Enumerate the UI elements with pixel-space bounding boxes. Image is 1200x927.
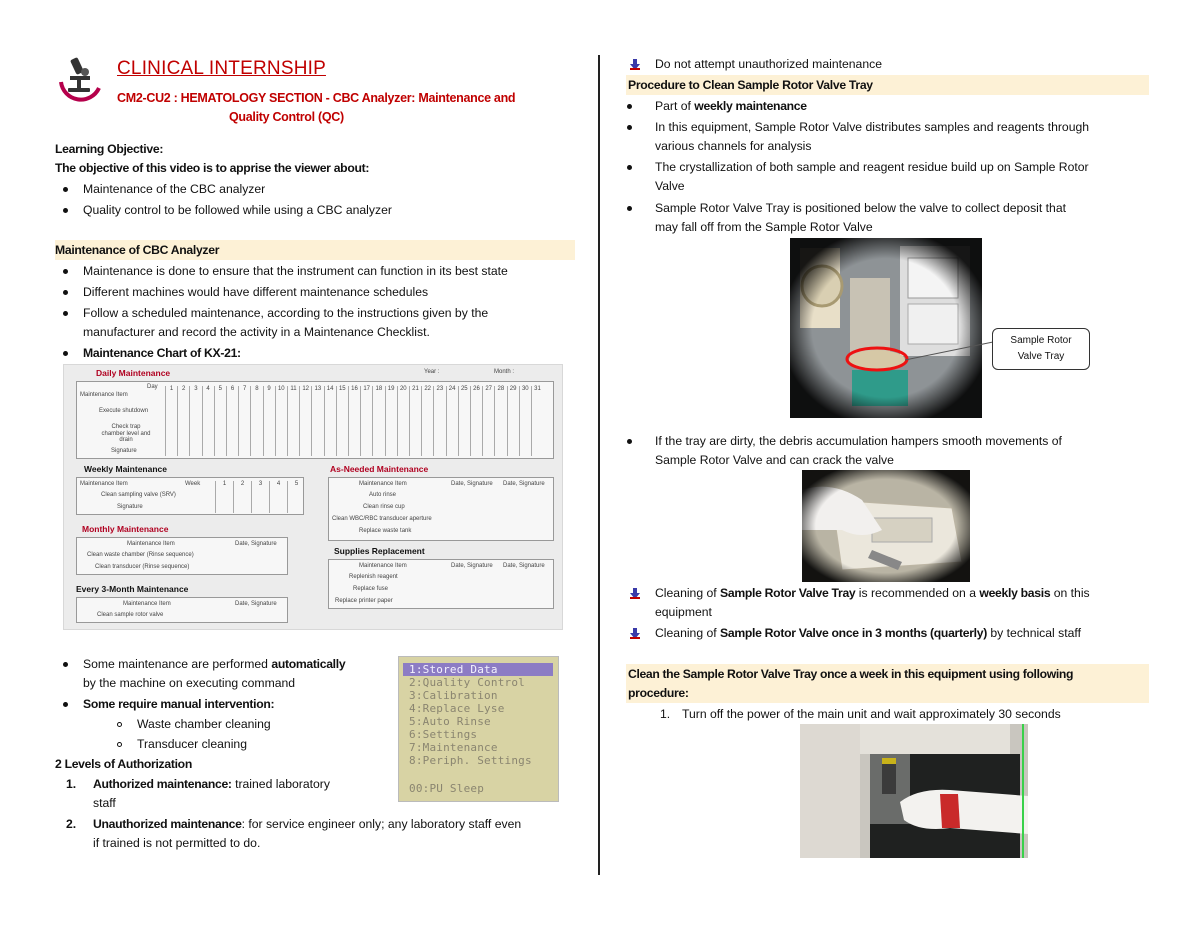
lcd-menu-item-6: 6:Settings [409,728,478,741]
chart-daily-row-3: Signature [111,448,137,454]
chart-day-25: 25 [458,386,470,456]
chart-maint-item-label: Maintenance Item [80,392,128,398]
step-1: Turn off the power of the main unit and wait approximately 30 seconds [682,707,1061,721]
chart-supplies-date-sig-2: Date, Signature [503,563,545,569]
tray-photo [802,470,970,582]
chart-week-4: 4 [269,481,287,513]
manual-subitem-2: Transducer cleaning [137,737,247,751]
chart-supplies-title: Supplies Replacement [334,546,425,556]
levels-heading: 2 Levels of Authorization [55,757,192,771]
lcd-menu-item-4: 4:Replace Lyse [409,702,505,715]
chart-supplies-row-3: Replace printer paper [335,598,393,604]
manual-subitem-1: Waste chamber cleaning [137,717,271,731]
chart-supplies-item-label: Maintenance Item [359,563,407,569]
proc-item-5a: If the tray are dirty, the debris accumulation hampers smooth movements of [655,434,1062,448]
chart-3month-row-1: Clean sample rotor valve [97,612,164,618]
chart-asneeded-title: As-Needed Maintenance [330,464,429,474]
chart-day-3: 3 [189,386,201,456]
chart-day-31: 31 [531,386,543,456]
chart-monthly-row-2: Clean transducer (Rinse sequence) [95,564,190,570]
chart-monthly-row-1: Clean waste chamber (Rinse sequence) [87,552,194,558]
proc-item-4a: Sample Rotor Valve Tray is positioned below the valve to collect deposit that [655,201,1066,215]
level2-bold: Unauthorized maintenance [93,817,242,831]
lcd-menu-image [398,656,559,802]
arrow-bullet-icon [630,588,640,599]
chart-daily-title: Daily Maintenance [96,368,171,378]
chart-day-10: 10 [275,386,287,456]
chart-day-14: 14 [324,386,336,456]
auto-item-text-a: Some maintenance are performed [83,657,272,671]
maintenance-heading: Maintenance of CBC Analyzer [55,243,220,257]
chart-day-23: 23 [433,386,445,456]
auto-item-line2: by the machine on executing command [83,676,296,690]
lcd-menu-item-9: 00:PU Sleep [409,782,485,795]
chart-day-6: 6 [226,386,238,456]
page-title: CLINICAL INTERNSHIP [117,58,326,79]
column-divider [598,55,600,875]
microscope-logo [55,52,105,102]
chart-week-3: 3 [251,481,269,513]
cleaning-2c: by technical staff [987,626,1081,640]
objective-intro: The objective of this video is to apprise the viewer about: [55,161,370,175]
procedure-heading: Procedure to Clean Sample Rotor Valve Tray [628,78,873,92]
chart-day-7: 7 [238,386,250,456]
chart-month: Month : [494,369,515,375]
chart-day-5: 5 [214,386,226,456]
level2-line1 [93,815,521,835]
cleaning-1e: on this [1050,586,1090,600]
level1-line1 [93,775,330,795]
chart-week-1: 1 [215,481,233,513]
maint-item-2: Different machines would have different maintenance schedules [83,285,429,299]
cleaning-item-1-line1 [655,584,1090,604]
level2-number: 2. [66,817,77,831]
chart-day-4: 4 [202,386,214,456]
lcd-menu-item-2: 2:Quality Control [409,676,525,689]
maint-item-4: Maintenance Chart of KX-21: [83,346,241,360]
chart-supplies-table [328,559,554,609]
chart-weekly-table [76,477,304,515]
maint-item-3a: Follow a scheduled maintenance, according to the instructions given by the [83,306,489,320]
lcd-menu-item-7: 7:Maintenance [409,741,498,754]
callout-box [992,328,1090,370]
cleaning-item-2 [655,624,1081,644]
chart-day-8: 8 [250,386,262,456]
cleaning-1c: is recommended on a [855,586,980,600]
chart-day-12: 12 [299,386,311,456]
proc-item-4b: may fall off from the Sample Rotor Valve [655,220,873,234]
chart-day-29: 29 [507,386,519,456]
chart-daily-row-2: Check trap chamber level and drain [101,424,151,444]
rotor-valve-photo [790,238,982,418]
objective-heading: Learning Objective: [55,142,164,156]
chart-weekly-row-1: Clean sampling valve (SRV) [101,492,176,498]
chart-day-18: 18 [372,386,384,456]
arrow-bullet-icon [630,628,640,639]
chart-day-11: 11 [287,386,299,456]
chart-day-16: 16 [348,386,360,456]
chart-3month-table [76,597,288,623]
proc-item-2a: In this equipment, Sample Rotor Valve distributes samples and reagents through [655,120,1090,134]
maintenance-chart-image [63,364,563,630]
objective-item-2: Quality control to be followed while using a CBC analyzer [83,203,392,217]
callout-line1: Sample Rotor [1010,335,1072,346]
step-1-number: 1. [660,707,671,721]
proc-item-1a: Part of [655,99,695,113]
chart-day-1: 1 [165,386,177,456]
auto-item-text-b: automatically [271,657,346,671]
level1-rest: trained laboratory [231,777,330,791]
clean-heading-line2: procedure: [628,686,689,700]
chart-supplies-row-2: Replace fuse [353,586,389,592]
level1-line2: staff [93,796,116,810]
callout-line [905,336,995,366]
chart-day-30: 30 [519,386,531,456]
chart-weekly-title: Weekly Maintenance [84,464,167,474]
clean-heading-line1: Clean the Sample Rotor Valve Tray once a week in this equipment using following [628,667,1074,681]
chart-day-24: 24 [446,386,458,456]
manual-item: Some require manual intervention: [83,697,275,711]
maint-item-3b: manufacturer and record the activity in a Maintenance Checklist. [83,325,430,339]
chart-day-19: 19 [385,386,397,456]
chart-asneeded-row-3: Clean WBC/RBC transducer aperture [332,516,432,522]
chart-asneeded-item-label: Maintenance Item [359,481,407,487]
power-off-photo [800,724,1028,858]
lcd-menu-item-8: 8:Periph. Settings [409,754,532,767]
chart-monthly-item-label: Maintenance Item [127,541,175,547]
chart-day-20: 20 [397,386,409,456]
chart-day-17: 17 [360,386,372,456]
lcd-menu-item-5: 5:Auto Rinse [409,715,491,728]
level1-number: 1. [66,777,77,791]
chart-day-26: 26 [470,386,482,456]
lcd-menu-item-1: 1:Stored Data [403,663,553,676]
chart-daily-table [76,381,554,459]
chart-asneeded-table [328,477,554,541]
proc-item-3b: Valve [655,179,685,193]
page-subtitle-line1: CM2-CU2 : HEMATOLOGY SECTION - CBC Analyzer: Maintenance and [117,91,516,105]
proc-item-1b: weekly maintenance [694,99,807,113]
auto-item-line1 [83,655,345,675]
callout-line2: Valve Tray [1017,351,1065,362]
chart-supplies-date-sig-1: Date, Signature [451,563,493,569]
right-top-item: Do not attempt unauthorized maintenance [655,57,882,71]
chart-year: Year : [424,369,440,375]
chart-asneeded-row-4: Replace waste tank [359,528,412,534]
level2-line2: if trained is not permitted to do. [93,836,261,850]
proc-item-2b: various channels for analysis [655,139,812,153]
chart-day-27: 27 [482,386,494,456]
chart-day-21: 21 [409,386,421,456]
chart-weekly-row-2: Signature [117,504,143,510]
chart-day-28: 28 [494,386,506,456]
chart-weekly-item-label: Maintenance Item [80,481,128,487]
proc-item-5b: Sample Rotor Valve and can crack the valve [655,453,894,467]
chart-supplies-row-1: Replenish reagent [349,574,398,580]
chart-daily-row-1: Execute shutdown [99,408,149,414]
chart-week-5: 5 [287,481,305,513]
chart-day-9: 9 [263,386,275,456]
proc-item-1 [655,97,807,117]
chart-monthly-date-sig: Date, Signature [235,541,277,547]
chart-asneeded-date-sig-1: Date, Signature [451,481,493,487]
cleaning-2a: Cleaning of [655,626,721,640]
chart-monthly-table [76,537,288,575]
cleaning-item-1-line2: equipment [655,605,712,619]
cleaning-2b: Sample Rotor Valve once in 3 months (quarterly) [720,626,988,640]
maint-item-1: Maintenance is done to ensure that the instrument can function in its best state [83,264,508,278]
chart-asneeded-row-2: Clean rinse cup [363,504,405,510]
cleaning-1d: weekly basis [979,586,1051,600]
chart-3month-title: Every 3-Month Maintenance [76,584,189,594]
chart-3month-item-label: Maintenance Item [123,601,171,607]
arrow-bullet-icon [630,59,640,70]
proc-item-3a: The crystallization of both sample and reagent residue build up on Sample Rotor [655,160,1089,174]
lcd-menu-item-3: 3:Calibration [409,689,498,702]
chart-week-label: Week [185,481,201,487]
chart-day-15: 15 [336,386,348,456]
cleaning-1a: Cleaning of [655,586,721,600]
chart-asneeded-date-sig-2: Date, Signature [503,481,545,487]
cleaning-1b: Sample Rotor Valve Tray [720,586,856,600]
level1-bold: Authorized maintenance: [93,777,232,791]
chart-day-22: 22 [421,386,433,456]
chart-day-13: 13 [311,386,323,456]
objective-item-1: Maintenance of the CBC analyzer [83,182,266,196]
page-subtitle-line2: Quality Control (QC) [229,110,344,124]
chart-3month-date-sig: Date, Signature [235,601,277,607]
level2-rest: : for service engineer only; any laboratory staff even [241,817,522,831]
chart-week-2: 2 [233,481,251,513]
chart-day-2: 2 [177,386,189,456]
chart-monthly-title: Monthly Maintenance [82,524,169,534]
chart-day-label: Day [147,384,158,390]
chart-asneeded-row-1: Auto rinse [369,492,397,498]
